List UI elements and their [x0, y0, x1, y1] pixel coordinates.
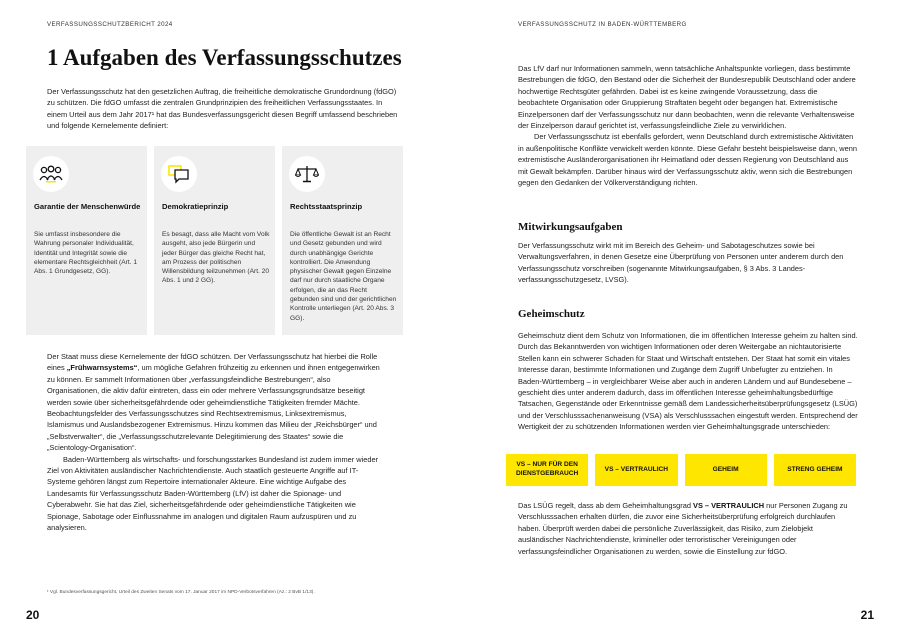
page-number-right: 21 — [860, 608, 874, 622]
running-head-right: VERFASSUNGSSCHUTZ IN BADEN-WÜRTTEMBERG — [518, 21, 687, 28]
geheimschutz-paragraph: Geheimschutz dient dem Schutz von Informationen, die im öffentlichen Interesse geheim zu halten sind. Durch das Bekanntwerden von wichtigen Informationen oder deren Weitergabe an nichtautorisierte Stellen kann ein schwerer Schaden für Staat und Wirtschaft entstehen. Der Staat hat somit ein vitales Interesse daran, bestimmte Informationen und Zugänge dem Zugriff Unbefugter zu entziehen. In Baden-Württemberg – in vergleichbarer Weise aber auch in anderen Ländern und auf Bundesebene – geschieht dies unter anderem dadurch, dass im öffentlichen Interesse geheimhaltungsbedürftige Tatsachen, Gegenstände oder Erkenntnisse gemäß dem Landessicherheitsüberprüfungsgesetz (LSÜG) und der Verschlusssachenanweisung (VSA) als Verschlusssachen eingestuft werden. Entsprechend der Wertigkeit der zu schützenden Informationen werden vier Geheimhaltungsgrade unterschieden: — [518, 331, 858, 432]
heading-mitwirkungsaufgaben: Mitwirkungsaufgaben — [518, 221, 623, 233]
speech-bubbles-icon — [161, 156, 197, 192]
people-icon — [33, 156, 69, 192]
card-title: Garantie der Menschenwürde — [34, 202, 141, 211]
chapter-title: 1 Aufgaben des Verfassungsschutzes — [47, 45, 402, 70]
card-text: Die öffentliche Gewalt ist an Recht und Gesetz gebunden und wird durch unabhängige Gerichte kontrolliert. Die Anwendung physischer Gewalt gegen Einzelne darf nur durch staatliche Organe erfolgen, die an das Recht gebunden sind und der gerichtlichen Kontrolle unterliegen (Art. 20 Abs. 3 GG). — [290, 231, 397, 322]
classification-levels — [506, 454, 856, 486]
card-menschenwuerde — [26, 146, 147, 335]
card-rechtsstaatsprinzip — [282, 146, 403, 335]
card-title: Rechtsstaatsprinzip — [290, 202, 363, 211]
right-page — [450, 0, 900, 636]
card-text: Es besagt, dass alle Macht vom Volk ausgeht, also jede Bürgerin und jeder Bürger das gleiche Recht hat, am Prozess der politischen Willensbildung teilzunehmen (Art. 20 Abs. 1 und 2 GG). — [162, 231, 270, 285]
main-text-left: Der Staat muss diese Kernelemente der fdGO schützen. Der Verfassungsschutz hat hierbei die Rolle eines „Frühwarnsystems“, um mögliche Gefahren frühzeitig zu erkennen und ihnen entgegenwirken zu können. Er sammelt Informationen über „verfassungsfeindliche Bestrebungen“, also Organisationen, die aktiv dafür eintreten, dass ein oder mehrere Verfassungsgrundsätze beseitigt werden sowie über sicherheitsgefährdende oder geheimdienstliche Tätigkeiten fremder Mächte. Beobachtungsfelder des Verfassungsschutzes sind Rechtsextremismus, Linksextremismus, Islamismus und Auslandsbezogener Extremismus. Hinzu kommen das Milieu der „Reichsbürger“ und „Selbstverwalter“, die „Verfassungsschutzrelevante Delegitimierung des Staates“ sowie die „Scientology-Organisation“. Baden-Württemberg als wirtschafts- und forschungsstarkes Bundesland ist zudem immer wieder Ziel von Aktivitäten ausländischer Nachrichtendienste. Auch staatlich gesteuerte Angriffe auf IT-Systeme gehören längst zum Repertoire internationaler Akteure. Eine wichtige Aufgabe des Landesamts für Verfassungsschutz Baden-Württemberg (LfV) ist daher die Spionage- und Cyberabwehr. Sie hat das Ziel, sicherheitsgefährdende oder geheimdienstliche Tätigkeiten wie Spionage, Sabotage oder Einflussnahme im analogen und digitalen Raum aufzuspüren und zu analysieren. — [47, 352, 380, 533]
grade-geheim: GEHEIM — [685, 454, 767, 486]
running-head-left: VERFASSUNGSSCHUTZBERICHT 2024 — [47, 21, 173, 28]
grade-vs-nfd: VS – NUR FÜR DEN DIENSTGEBRAUCH — [506, 454, 588, 486]
mitwirkungsaufgaben-paragraph: Der Verfassungsschutz wirkt mit im Bereich des Geheim- und Sabotageschutzes sowie bei Verwaltungsverfahren, in denen Gesetze eine Überprüfung von Personen unter anderem durch den Verfassungsschutz vorschreiben (sogenannte Mitwirkungsaufgaben, § 3 Abs. 3 Landesverfassungsschutzgesetz, LVSG). — [518, 241, 844, 285]
heading-geheimschutz: Geheimschutz — [518, 308, 585, 320]
core-elements-cards — [26, 146, 403, 335]
lsueg-paragraph: Das LSÜG regelt, dass ab dem Geheimhaltungsgrad VS – VERTRAULICH nur Personen Zugang zu Verschlusssachen erhalten dürfen, die zuvor eine Sicherheitsüberprüfung erfolgreich durchlaufen haben. Überprüft werden dabei die persönliche Zuverlässigkeit, das Risiko, zum Zielobjekt ausländischer Nachrichtendienste, krimineller oder terroristischer Vereinigungen oder verfassungsfeindlicher Organisationen zu werden, sowie die Einstellung zur fdGO. — [518, 501, 848, 556]
card-title: Demokratieprinzip — [162, 202, 229, 211]
intro-paragraph-right: Das LfV darf nur Informationen sammeln, wenn tatsächliche Anhaltspunkte vorliegen, dass bestimmte Bestrebungen die fdGO, den Bestand oder die Sicherheit der Bundesrepublik Deutschland oder andere hochwertige Rechtsgüter gefährden. Dabei ist es keine zwingende Voraussetzung, dass die beobachtete Organisation oder Gruppierung Straftaten begeht oder begangen hat. Extremistische Einzelpersonen darf der Verfassungsschutz nur dann beobachten, wenn die relevante Verhaltensweise der Einzelperson darauf gerichtet ist, verfassungsfeindliche Ziele zu verwirklichen. Der Verfassungsschutz ist ebenfalls gefordert, wenn Deutschland durch extremistische Aktivitäten in außenpolitische Konflikte verwickelt werden könnte. Diese Gefahr besteht beispielsweise dann, wenn extremistische Ausländerorganisationen ihr Heimatland oder dessen Regierung von Deutschland aus mit Gewalt bekämpfen. Darüber hinaus wird der Verfassungsschutz aktiv, wenn sich die Bestrebungen gegen den Gedanken der Völkerverständigung richten. — [518, 64, 857, 188]
scales-icon — [289, 156, 325, 192]
card-demokratieprinzip — [154, 146, 275, 335]
page-number-left: 20 — [26, 608, 40, 622]
footnote: ¹ Vgl. Bundesverfassungsgericht, Urteil des Zweiten Senats vom 17. Januar 2017 im NPD-Verbotsverfahren (Az.: 2 BvB 1/13). — [47, 590, 315, 595]
grade-vs-vertraulich: VS – VERTRAULICH — [595, 454, 677, 486]
grade-streng-geheim: STRENG GEHEIM — [774, 454, 856, 486]
card-text: Sie umfasst insbesondere die Wahrung personaler Individualität, Identität und Integrität sowie die elementare Rechtsgleichheit (Art. 1 Abs. 1 Grundgesetz, GG). — [34, 231, 137, 276]
intro-paragraph: Der Verfassungsschutz hat den gesetzlichen Auftrag, die freiheitliche demokratische Grundordnung (fdGO) zu schützen. Die fdGO umfasst die zentralen Grundprinzipien des freiheitlichen Verfassungsstaates. In einem Urteil aus dem Jahr 2017¹ hat das Bundesverfassungsgericht diesen Begriff umfassend beschrieben und folgende Kernelemente definiert: — [47, 87, 398, 131]
